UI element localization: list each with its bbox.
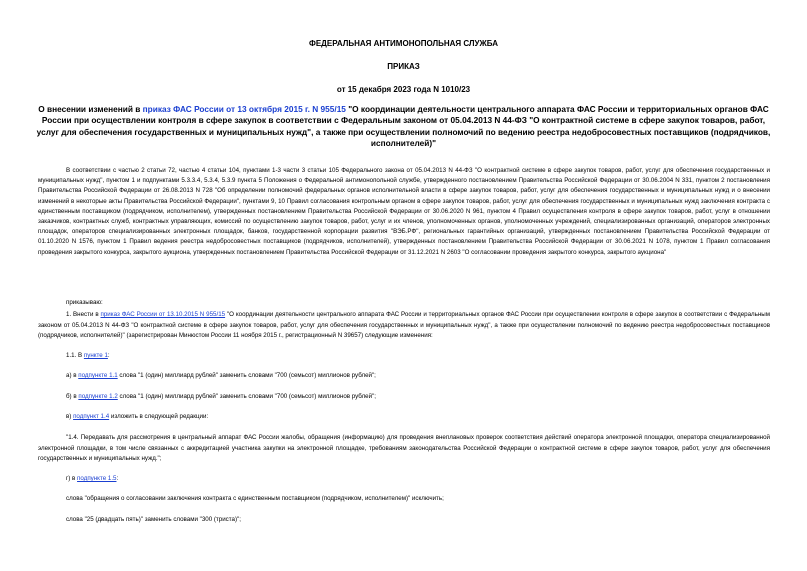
date-number: от 15 декабря 2023 года N 1010/23 [336,85,471,94]
item-1-1-link[interactable]: пункте 1 [83,352,108,359]
item-b [66,392,376,403]
order-word: приказываю: [66,299,103,306]
item-b-post: слова "1 (один) миллиард рублей" заменить словами "700 (семьсот) миллионов рублей"; [117,393,376,400]
item-1-link[interactable]: приказ ФАС России от 13.10.2015 N 955/15 [100,311,226,318]
item-a-pre: а) в [66,372,79,379]
item-a [66,371,376,382]
item-g-line-2: слова "25 (двадцать пять)" заменить словами "300 (триста)"; [66,516,241,523]
item-v-post: изложить в следующей редакции: [109,413,209,420]
document-subject [30,104,777,150]
item-b-link[interactable]: подпункте 1.2 [78,393,118,400]
item-v-link[interactable]: подпункт 1.4 [73,413,110,420]
item-g [66,474,118,485]
subject-pre: О внесении изменений в [38,104,143,114]
item-g-line-1: слова "обращения о согласовании заключения контракта с единственным поставщиком (подрядчиком, исполнителем)" исключить; [66,495,444,502]
subject-post: "О координации деятельности центрального аппарата ФАС России и территориальных органов ФАС России при осуществлении контроля в сфере закупок в соответствии с Федеральным законом от 05.04.2013 N 44-ФЗ "О контрактной системе в сфере закупок товаров, работ, услуг для обеспечения государственных и муниципальных нужд", а также при осуществлении полномочий по ведению реестра недобросовестных поставщиков (подрядчиков, исполнителей)" [36,104,771,149]
item-1 [38,310,770,342]
quoted-paragraph: "1.4. Передавать для рассмотрения в центральный аппарат ФАС России жалобы, обращения (информацию) для проведения внеплановых проверок соответствия действий оператора электронной площадки, оператора специализированной электронной площадки, в том числе связанных с аккредитацией участника закупки на электронной площадке, требованиям законодательства Российской Федерации о контрактной системе в сфере закупок товаров, работ, услуг для обеспечения государственных и муниципальных нужд."; [38,434,770,462]
item-1-1 [66,351,110,362]
agency-title: ФЕДЕРАЛЬНАЯ АНТИМОНОПОЛЬНАЯ СЛУЖБА [309,39,498,48]
item-1-post: "О координации деятельности центрального аппарата ФАС России и территориальных органов ФАС России при осуществлении контроля в сфере закупок в соответствии с Федеральным законом от 05.04.2013 N 44-ФЗ "О контрактной системе в сфере закупок товаров, работ, услуг для обеспечения государственных и муниципальных нужд", а также при осуществлении полномочий по ведению реестра недобросовестных поставщиков (подрядчиков, исполнителей)" (зарегистрирован Минюстом России 11 ноября 2015 г., регистрационный N 39657) следующие изменения: [38,311,770,339]
item-1-pre: 1. Внести в [66,311,101,318]
item-g-link[interactable]: подпункте 1.5 [77,475,117,482]
item-a-post: слова "1 (один) миллиард рублей" заменить словами "700 (семьсот) миллионов рублей"; [117,372,376,379]
item-1-1-pre: 1.1. В [66,352,84,359]
item-v [66,412,208,423]
subject-order-link: приказ ФАС России от 13 октября 2015 г. N 955/15 [142,104,346,114]
preamble-paragraph: В соответствии с частью 2 статьи 72, частью 4 статьи 104, пунктами 1-3 части 3 статьи 105 Федерального закона от 05.04.2013 N 44-ФЗ "О контрактной системе в сфере закупок товаров, работ, услуг для обеспечения государственных и муниципальных нужд", пунктом 1 и подпунктами 5.3.3.4, 5.3.4, 5.3.9 пункта 5 Положения о Федеральной антимонопольной службе, утвержденного постановлением Правительства Российской Федерации от 30.06.2004 N 331, пунктом 2 постановления Правительства Российской Федерации от 26.08.2013 N 728 "Об определении полномочий федеральных органов исполнительной власти в сфере закупок товаров, работ, услуг для обеспечения государственных и муниципальных нужд и о внесении изменений в некоторые акты Правительства Российской Федерации", пунктами 9, 10 Правил согласования контрольным органом в сфере закупок товаров, работ, услуг для обеспечения государственных и муниципальных нужд заключения контракта с единственным поставщиком (подрядчиком, исполнителем), утвержденных постановлением Правительства Российской Федерации от 30.06.2020 N 961, пунктом 4 Правил осуществления контроля в сфере закупок товаров, работ, услуг в отношении заказчиков, контрактных служб, контрактных управляющих, комиссий по осуществлению закупок товаров, работ, услуг и их членов, уполномоченных органов, уполномоченных учреждений, специализированных организаций, операторов электронных площадок, операторов специализированных электронных площадок, банков, государственной корпорации развития "ВЭБ.РФ", региональных гарантийных организаций, утвержденных постановлением Правительства Российской Федерации от 01.10.2020 N 1576, пунктом 1 Правил ведения реестра недобросовестных поставщиков (подрядчиков, исполнителей), утвержденных постановлением Правительства Российской Федерации от 30.06.2021 N 1078, пунктом 1 Правил согласования проведения закрытого конкурса, закрытого аукциона, утвержденных постановлением Правительства Российской Федерации от 31.12.2021 N 2603 "О согласовании проведения закрытого конкурса, закрытого аукциона" [38,167,770,256]
item-g-pre: г) в [66,475,78,482]
item-1-1-post: : [107,352,110,359]
document-type: ПРИКАЗ [387,62,420,71]
item-g-post: : [116,475,119,482]
item-v-pre: в) [66,413,74,420]
item-a-link[interactable]: подпункте 1.1 [78,372,118,379]
item-b-pre: б) в [66,393,79,400]
